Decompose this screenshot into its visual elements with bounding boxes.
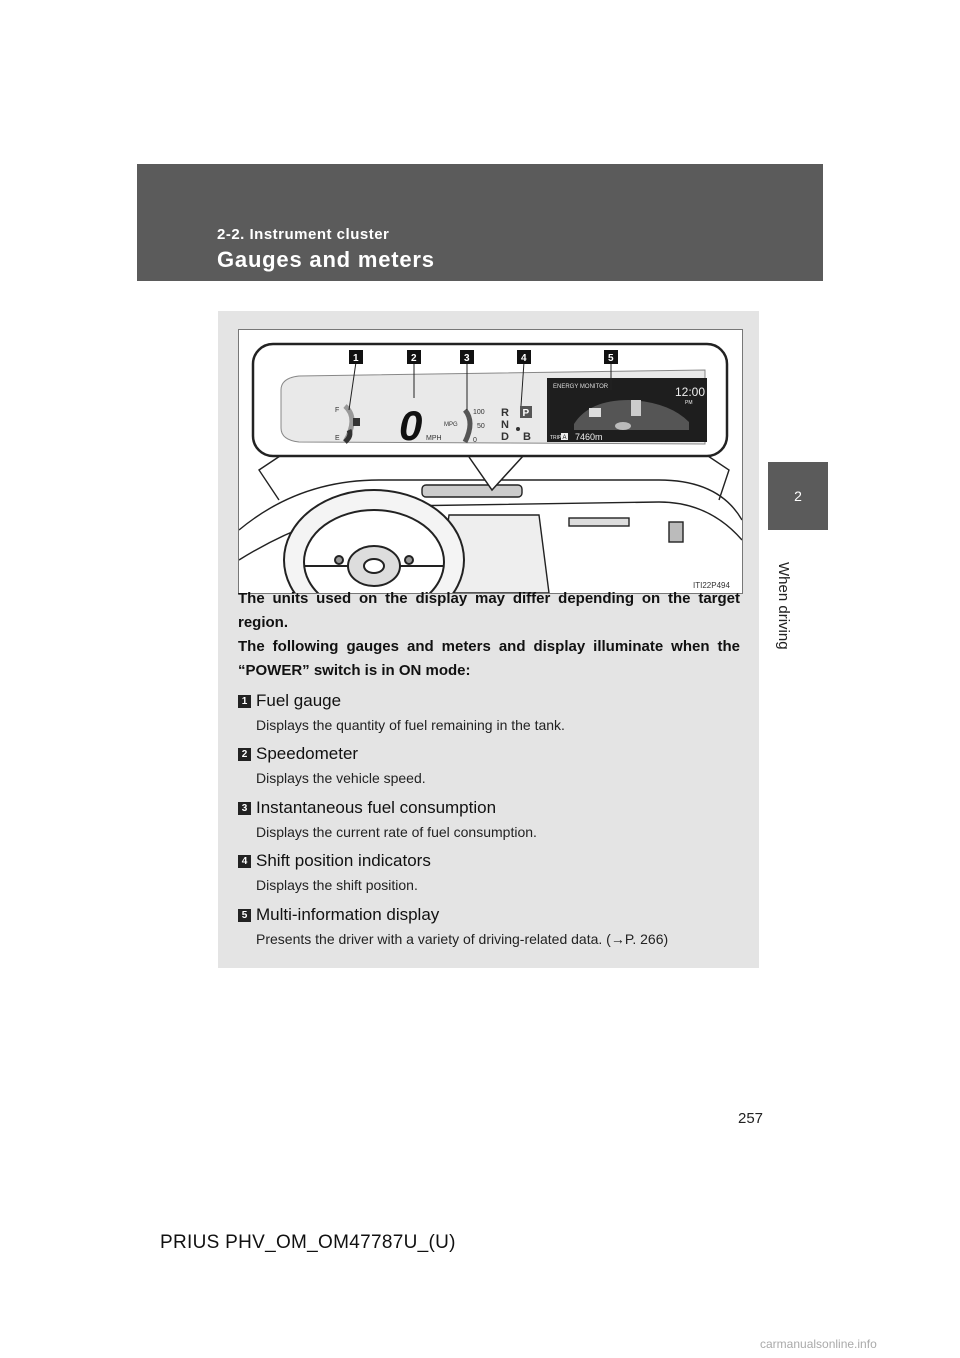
item-description: Displays the quantity of fuel remaining in the tank.: [256, 717, 565, 733]
page-number: 257: [738, 1110, 764, 1127]
chapter-tab[interactable]: [768, 462, 828, 530]
fuel-empty-label: E: [335, 435, 340, 442]
intro-text: [238, 587, 740, 683]
chapter-number: 2: [794, 488, 802, 504]
item-title: Shift position indicators: [256, 851, 431, 870]
energy-monitor-title: ENERGY MONITOR: [553, 384, 609, 390]
intro-line-1: The units used on the display may differ depending on the target region.: [238, 590, 740, 631]
document-footer: PRIUS PHV_OM_OM47787U_(U): [160, 1232, 456, 1253]
shift-p: P: [522, 408, 530, 419]
fuel-full-label: F: [335, 407, 340, 414]
trip-label: TRIP: [550, 435, 562, 441]
item-number: 3: [238, 802, 251, 815]
item-number: 5: [238, 909, 251, 922]
mpg-unit: MPG: [444, 422, 458, 428]
chapter-label: When driving: [775, 562, 792, 650]
shift-b: B: [523, 431, 531, 443]
section-header: [137, 164, 823, 281]
item-title: Speedometer: [256, 744, 359, 763]
item-description: Displays the vehicle speed.: [256, 770, 426, 786]
item-number: 4: [238, 855, 251, 868]
callout-5: 5: [608, 353, 614, 364]
mpg-tick-50: 50: [477, 423, 485, 430]
mpg-tick-100: 100: [473, 409, 485, 416]
callout-4: 4: [521, 353, 527, 364]
callout-3: 3: [464, 353, 470, 364]
shift-r: R: [501, 407, 509, 419]
speed-value: 0: [399, 402, 423, 449]
display-clock-ampm: PM: [685, 400, 693, 406]
callout-2: 2: [411, 353, 417, 364]
trip-value: 7460m: [575, 432, 603, 442]
intro-line-2: The following gauges and meters and display illuminate when the “POWER” switch is in ON mode:: [238, 638, 740, 679]
section-label: 2-2. Instrument cluster: [217, 226, 390, 243]
speed-unit: MPH: [426, 435, 442, 442]
item-title: Multi-information display: [256, 905, 440, 924]
multi-info-display-drawing: [547, 378, 707, 442]
item-title: Instantaneous fuel consumption: [256, 798, 497, 817]
item-description: Displays the current rate of fuel consumption.: [256, 824, 537, 840]
shift-n: N: [501, 419, 509, 431]
figure-code: ITI22P494: [693, 581, 730, 590]
item-number: 2: [238, 748, 251, 761]
callout-1: 1: [353, 353, 359, 364]
item-description[interactable]: Presents the driver with a variety of driving-related data. (→P. 266): [256, 931, 669, 947]
page-title: Gauges and meters: [217, 247, 435, 272]
dashboard-drawing: [239, 330, 742, 593]
display-clock: 12:00: [675, 385, 706, 399]
item-number: 1: [238, 695, 251, 708]
mpg-tick-0: 0: [473, 437, 477, 444]
watermark: carmanualsonline.info: [760, 1337, 877, 1351]
trip-sub-label: A: [562, 435, 567, 441]
content-panel: [218, 311, 759, 968]
shift-d: D: [501, 431, 509, 443]
item-title: Fuel gauge: [256, 691, 342, 710]
item-description: Displays the shift position.: [256, 877, 418, 893]
instrument-cluster-illustration: [238, 329, 743, 594]
